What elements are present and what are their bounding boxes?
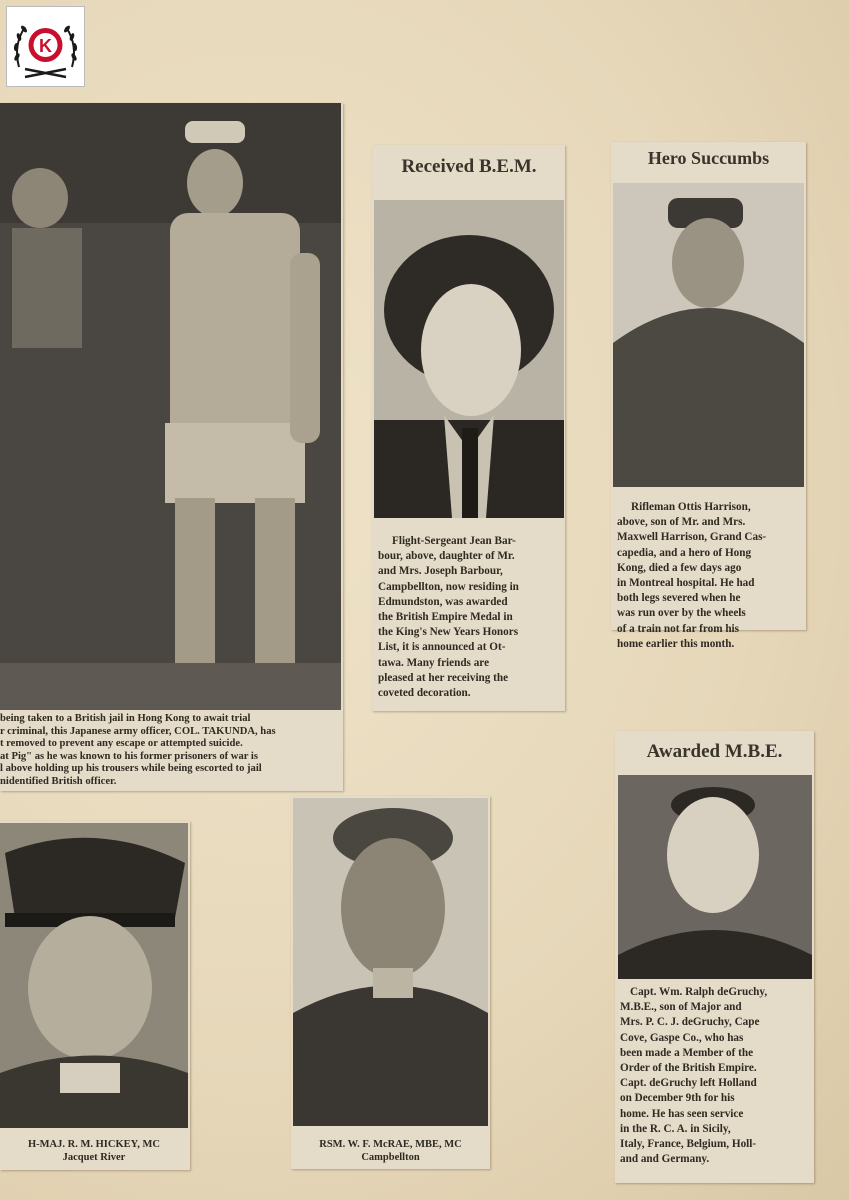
caption-line: on December 9th for his <box>620 1092 735 1105</box>
caption-line: Italy, France, Belgium, Holl- <box>620 1138 757 1151</box>
hickey-name: H-MAJ. R. M. HICKEY, MC <box>27 1139 161 1150</box>
hero-headline: Hero Succumbs <box>647 148 770 168</box>
mcrae-place: Campbellton <box>361 1152 420 1163</box>
mcrae-name: RSM. W. F. McRAE, MBE, MC <box>319 1139 462 1150</box>
caption-line: t removed to prevent any escape or attempted suicide. <box>0 738 243 750</box>
caption-line: tawa. Many friends are <box>378 656 490 669</box>
caption-line: in Montreal hospital. He had <box>617 577 755 590</box>
caption-line: capedia, and a hero of Hong <box>617 546 752 559</box>
caption-line: nidentified British officer. <box>0 775 117 787</box>
caption-line: Edmundston, was awarded <box>378 595 508 608</box>
caption-line: and and Germany. <box>620 1153 710 1166</box>
caption-line: both legs severed when he <box>617 592 741 605</box>
caption-line: of a train not far from his <box>617 622 740 635</box>
caption-line: the King's New Years Honors <box>378 626 519 639</box>
caption-line: Cove, Gaspe Co., who has <box>620 1031 744 1044</box>
caption-line: at Pig" as he was known to his former prisoners of war is <box>0 750 258 762</box>
caption-line: pleased at her receiving the <box>378 671 509 684</box>
caption-line: Maxwell Harrison, Grand Cas- <box>617 531 767 544</box>
hickey-caption <box>0 1138 188 1164</box>
main-photo-caption <box>0 713 340 789</box>
caption-line: was run over by the wheels <box>617 607 746 620</box>
caption-line: M.B.E., son of Major and <box>620 1001 742 1014</box>
caption-line: Kong, died a few days ago <box>617 561 742 574</box>
caption-line: and Mrs. Joseph Barbour, <box>378 565 503 578</box>
caption-line: Flight-Sergeant Jean Bar- <box>392 535 516 547</box>
caption-line: r criminal, this Japanese army officer, COL. TAKUNDA, has <box>0 725 276 737</box>
hickey-portrait <box>0 823 188 1128</box>
bem-caption <box>378 534 562 701</box>
mbe-caption <box>620 985 804 1167</box>
logo-letter: K <box>39 36 52 56</box>
caption-line: Mrs. P. C. J. deGruchy, Cape <box>620 1016 760 1029</box>
soldier-escort-photo <box>0 103 341 710</box>
caption-line: coveted decoration. <box>378 687 471 700</box>
harrison-portrait <box>613 183 804 487</box>
bem-headline: Received B.E.M. <box>401 156 537 177</box>
caption-line: Capt. deGruchy left Holland <box>620 1077 757 1090</box>
caption-line: the British Empire Medal in <box>378 611 513 624</box>
mbe-headline: Awarded M.B.E. <box>646 741 783 762</box>
caption-line: Rifleman Ottis Harrison, <box>631 501 751 513</box>
caption-line: home earlier this month. <box>617 637 735 650</box>
mcrae-caption <box>293 1138 488 1164</box>
caption-line: home. He has seen service <box>620 1107 744 1120</box>
hero-caption <box>617 500 801 652</box>
caption-line: being taken to a British jail in Hong Kong to await trial <box>0 713 251 724</box>
caption-line: l above holding up his trousers while being escorted to jail <box>0 763 262 775</box>
caption-line: been made a Member of the <box>620 1046 754 1059</box>
degruchy-portrait <box>618 775 812 979</box>
caption-line: List, it is announced at Ot- <box>378 641 506 654</box>
caption-line: Capt. Wm. Ralph deGruchy, <box>630 986 768 998</box>
caption-line: in the R. C. A. in Sicily, <box>620 1122 731 1135</box>
hickey-place: Jacquet River <box>62 1152 126 1163</box>
caption-line: Campbellton, now residing in <box>378 580 519 593</box>
caption-line: above, son of Mr. and Mrs. <box>617 516 746 529</box>
caption-line: bour, above, daughter of Mr. <box>378 550 515 563</box>
caption-line: Order of the British Empire. <box>620 1062 757 1075</box>
barbour-portrait <box>374 200 564 518</box>
mcrae-portrait <box>293 798 488 1126</box>
kingsbrae-logo <box>6 6 85 87</box>
